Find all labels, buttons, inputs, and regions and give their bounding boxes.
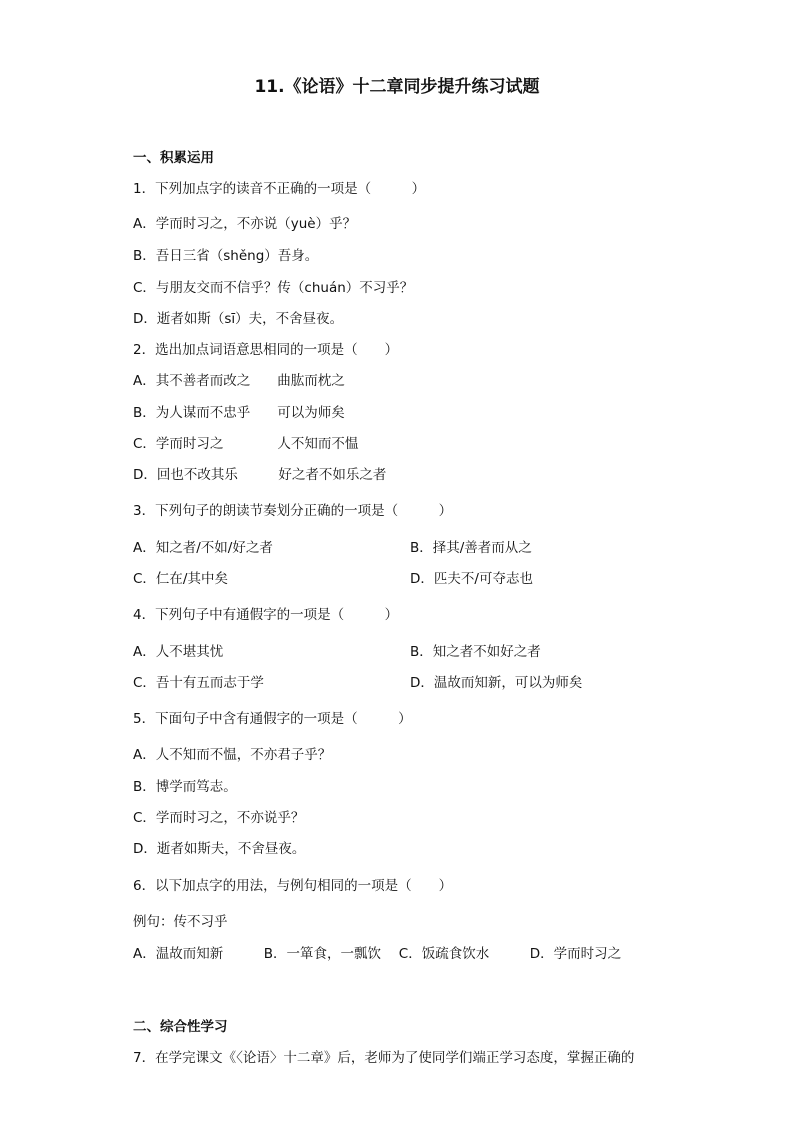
question-6-options: A．温故而知新 B．一箪食，一瓢饮 C．饭疏食饮水 D．学而时习之 bbox=[133, 946, 622, 962]
question-2-stem: 2．选出加点词语意思相同的一项是（ ） bbox=[133, 342, 399, 358]
page-title: 11.《论语》十二章同步提升练习试题 bbox=[254, 77, 540, 97]
question-5-option-c: C．学而时习之，不亦说乎？ bbox=[133, 810, 305, 826]
question-5-option-b: B．博学而笃志。 bbox=[133, 779, 237, 795]
question-1-option-c: C．与朋友交而不信乎？传（chuán）不习乎？ bbox=[133, 280, 414, 296]
question-3-option-c: C．仁在/其中矣 bbox=[133, 571, 228, 587]
question-1-option-a: A．学而时习之，不亦说（yuè）乎？ bbox=[133, 216, 357, 232]
question-5-option-a: A．人不知而不愠，不亦君子乎？ bbox=[133, 747, 332, 763]
question-2-option-a: A．其不善者而改之 曲肱而枕之 bbox=[133, 373, 345, 389]
question-1-option-d: D．逝者如斯（sī）夫，不舍昼夜。 bbox=[133, 311, 344, 327]
question-5-option-d: D．逝者如斯夫，不舍昼夜。 bbox=[133, 841, 306, 857]
question-4-option-a: A．人不堪其忧 bbox=[133, 644, 224, 660]
question-1-option-b: B．吾日三省（shěng）吾身。 bbox=[133, 248, 319, 264]
question-4-option-b: B．知之者不如好之者 bbox=[410, 644, 541, 660]
question-5-stem: 5．下面句子中含有通假字的一项是（ ） bbox=[133, 711, 412, 727]
question-4-option-d: D．温故而知新，可以为师矣 bbox=[410, 675, 583, 691]
question-3-stem: 3．下列句子的朗读节奏划分正确的一项是（ ） bbox=[133, 503, 453, 519]
question-3-option-d: D．匹夫不/可夺志也 bbox=[410, 571, 533, 587]
question-2-option-d: D．回也不改其乐 好之者不如乐之者 bbox=[133, 467, 387, 483]
question-6-example: 例句：传不习乎 bbox=[133, 914, 228, 930]
question-4-option-c: C．吾十有五而志于学 bbox=[133, 675, 264, 691]
question-2-option-b: B．为人谋而不忠乎 可以为师矣 bbox=[133, 405, 345, 421]
question-2-option-c: C．学而时习之 人不知而不愠 bbox=[133, 436, 359, 452]
question-7-stem: 7．在学完课文《〈论语〉十二章》后，老师为了使同学们端正学习态度，掌握正确的 bbox=[133, 1050, 635, 1066]
question-4-stem: 4．下列句子中有通假字的一项是（ ） bbox=[133, 607, 399, 623]
question-3-option-b: B．择其/善者而从之 bbox=[410, 540, 532, 556]
section-heading-comprehensive: 二、综合性学习 bbox=[133, 1019, 228, 1035]
question-1-stem: 1．下列加点字的读音不正确的一项是（ ） bbox=[133, 181, 426, 197]
question-3-option-a: A．知之者/不如/好之者 bbox=[133, 540, 273, 556]
question-6-stem: 6．以下加点字的用法，与例句相同的一项是（ ） bbox=[133, 878, 453, 894]
section-heading-accumulation: 一、积累运用 bbox=[133, 150, 214, 166]
